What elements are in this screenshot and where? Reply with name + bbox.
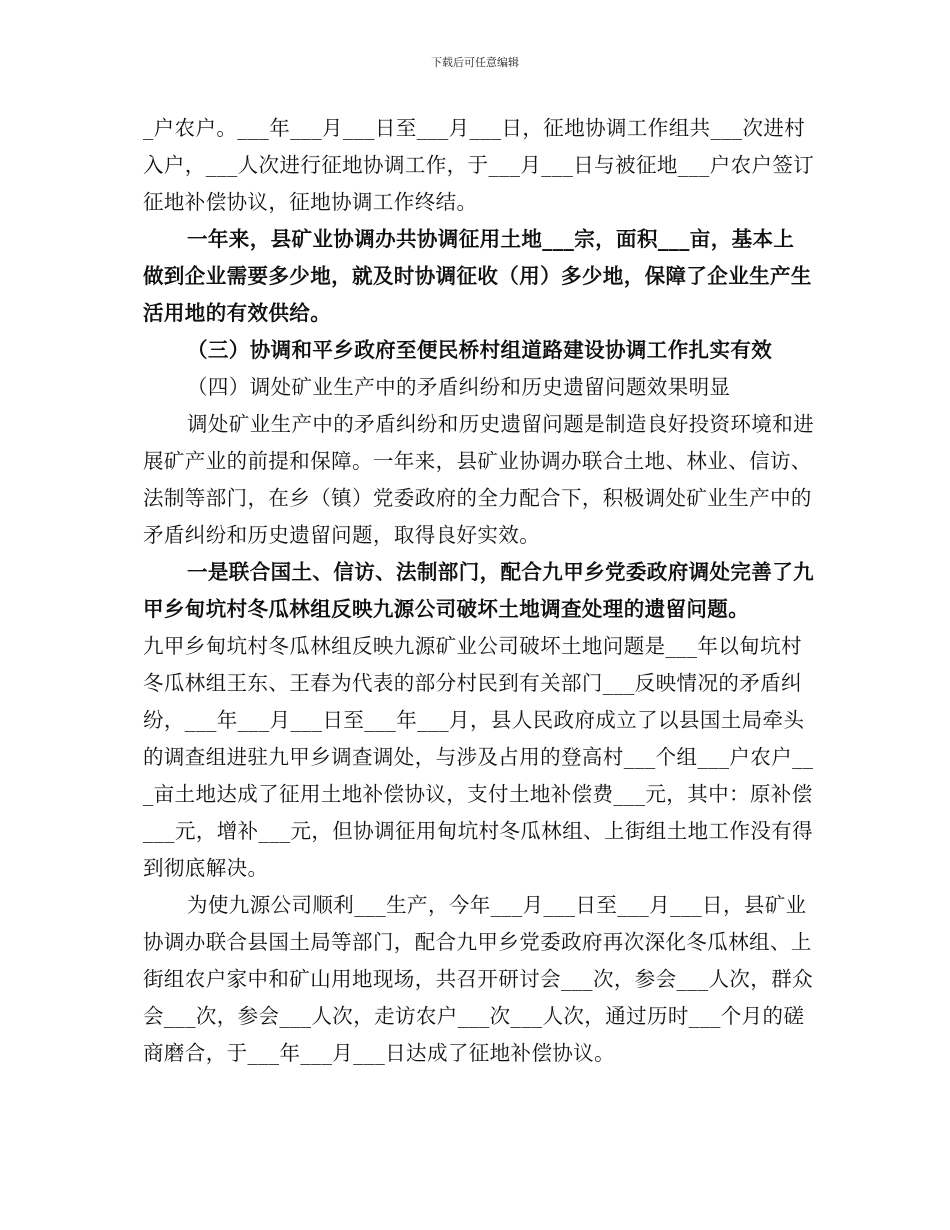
paragraph-dispute-mediation-intro: 调处矿业生产中的矛盾纠纷和历史遗留问题是制造良好投资环境和进展矿产业的前提和保障。一年来，县矿业协调办联合土地、林业、信访、法制等部门，在乡（镇）党委政府的全力配合下，积极调处矿业生产中的矛盾纠纷和历史遗留问题，取得良好实效。	[143, 412, 814, 547]
paragraph-jiuyuan-dispute-history: 九甲乡甸坑村冬瓜林组反映九源矿业公司破坏土地问题是___年以甸坑村冬瓜林组王东、王春为代表的部分村民到有关部门___反映情况的矛盾纠纷，___年___月___日至___年___月，县人民政府成立了以县国土局牵头的调查组进驻九甲乡调查调处，与涉及占用的登高村___个组___户农户___亩土地达成了征用土地补偿协议，支付土地补偿费___元，其中：原补偿___元，增补___元，但协调征用甸坑村冬瓜林组、上街组土地工作没有得到彻底解决。	[143, 634, 814, 880]
paragraph-annual-summary: 一年来，县矿业协调办共协调征用土地___宗，面积___亩，基本上做到企业需要多少地，就及时协调征收（用）多少地，保障了企业生产生活用地的有效供给。	[143, 227, 812, 325]
paragraph-compensation-agreement: 为使九源公司顺利___生产，今年___月___日至___月___日，县矿业协调办联合县国土局等部门，配合九甲乡党委政府再次深化冬瓜林组、上街组农户家中和矿山用地现场，共召开研讨会___次，参会___人次，群众会___次，参会___人次，走访农户___次___人次，通过历时___个月的磋商磨合，于___年___月___日达成了征地补偿协议。	[143, 893, 813, 1065]
document-body	[143, 110, 815, 1072]
section-heading-four: （四）调处矿业生产中的矛盾纠纷和历史遗留问题效果明显	[187, 375, 731, 399]
paragraph-land-requisition-end: _户农户。___年___月___日至___月___日，征地协调工作组共___次进村入户，___人次进行征地协调工作，于___月___日与被征地___户农户签订征地补偿协议，征地协调工作终结。	[143, 116, 815, 214]
section-heading-three: （三）协调和平乡政府至便民桥村组道路建设协调工作扎实有效	[187, 338, 773, 362]
page-header-note: 下载后可任意编辑	[431, 56, 519, 69]
paragraph-point-one-heading: 一是联合国土、信访、法制部门，配合九甲乡党委政府调处完善了九甲乡甸坑村冬瓜林组反映九源公司破坏土地调查处理的遗留问题。	[143, 560, 814, 621]
